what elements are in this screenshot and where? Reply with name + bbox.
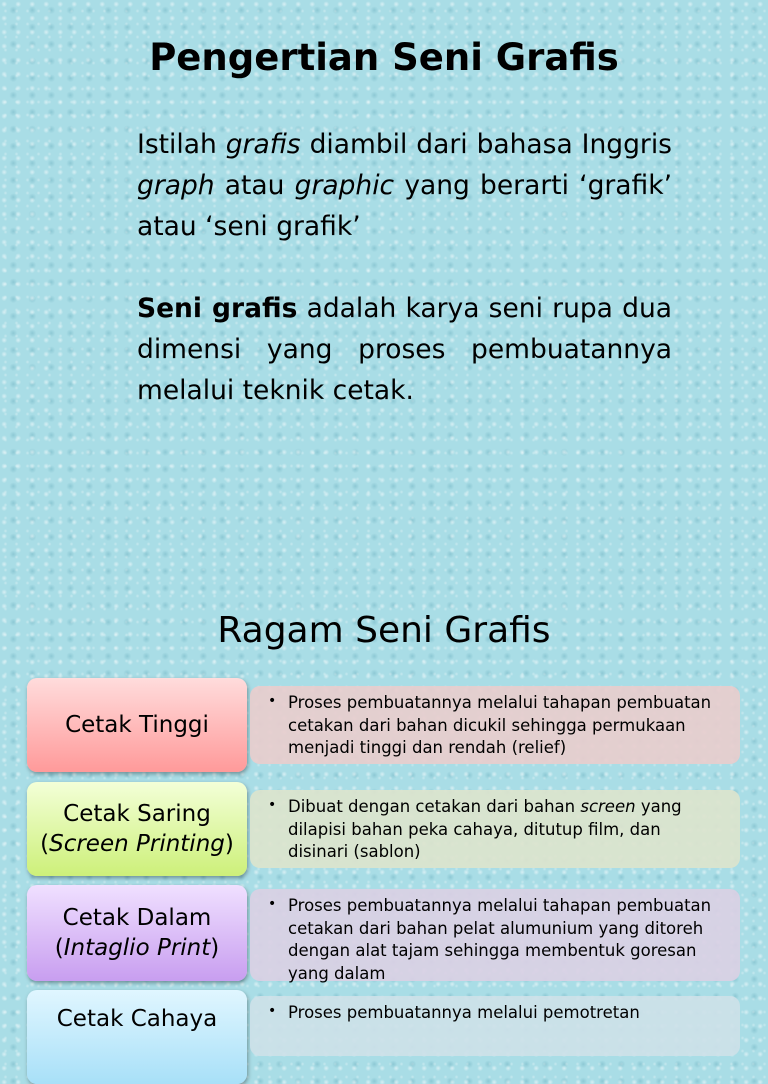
text-segment: Istilah [137,129,226,160]
text-segment: Dibuat dengan cetakan dari bahan [288,797,581,816]
ragam-label-box [27,678,247,772]
italic-term: graph [137,170,215,201]
ragam-desc-text [288,797,682,861]
paragraph-definition [137,288,672,411]
ragam-name: Cetak Saring [63,801,211,827]
text-segment: atau [214,170,295,201]
text-segment: yang berarti ‘grafik’ atau ‘seni grafik’ [137,170,672,242]
text-segment: adalah karya seni rupa dua dimensi yang proses pembuatannya melalui teknik cetak. [137,293,672,406]
ragam-name: Cetak Dalam [62,905,212,931]
paragraph-istilah [137,124,672,247]
ragam-desc-text: Proses pembuatannya melalui tahapan pembuatan cetakan dari bahan dicukil sehingga permukaan menjadi tinggi dan rendah (relief) [288,693,712,757]
ragam-desc-text: Proses pembuatannya melalui tahapan pembuatan cetakan dari bahan pelat alumunium yang ditoreh dengan alat tajam sehingga membentuk goresan yang dalam [288,896,712,983]
bold-term: Seni grafis [137,293,298,324]
ragam-label-box [27,990,247,1084]
ragam-description [250,889,740,981]
paren-close: ) [224,831,234,857]
bullet-icon: • [268,1003,277,1019]
bullet-icon: • [268,693,277,709]
italic-term: grafis [225,129,301,160]
section-title: Ragam Seni Grafis [217,610,551,651]
ragam-subtitle [55,933,220,963]
text-segment: yang dilapisi bahan peka cahaya, ditutup film, dan disinari (sablon) [288,797,682,861]
ragam-subtitle-italic: Intaglio Print [63,935,211,961]
paren-open: ( [40,831,50,857]
text-segment: diambil dari bahasa Inggris [300,129,672,160]
ragam-name: Cetak Cahaya [56,1006,218,1032]
ragam-desc-text: Proses pembuatannya melalui pemotretan [288,1003,640,1022]
ragam-label-box [27,782,247,876]
italic-term: screen [580,797,636,816]
ragam-name: Cetak Tinggi [65,712,209,738]
ragam-subtitle-italic: Screen Printing [49,831,225,857]
paren-close: ) [210,935,220,961]
italic-term: graphic [294,170,395,201]
bullet-icon: • [268,896,277,912]
ragam-description [250,790,740,868]
bullet-icon: • [268,797,277,813]
ragam-label-box [27,885,247,981]
ragam-description [250,686,740,764]
ragam-subtitle [40,829,234,859]
paren-open: ( [54,935,64,961]
slide-title: Pengertian Seni Grafis [149,36,619,79]
ragam-description [250,996,740,1056]
